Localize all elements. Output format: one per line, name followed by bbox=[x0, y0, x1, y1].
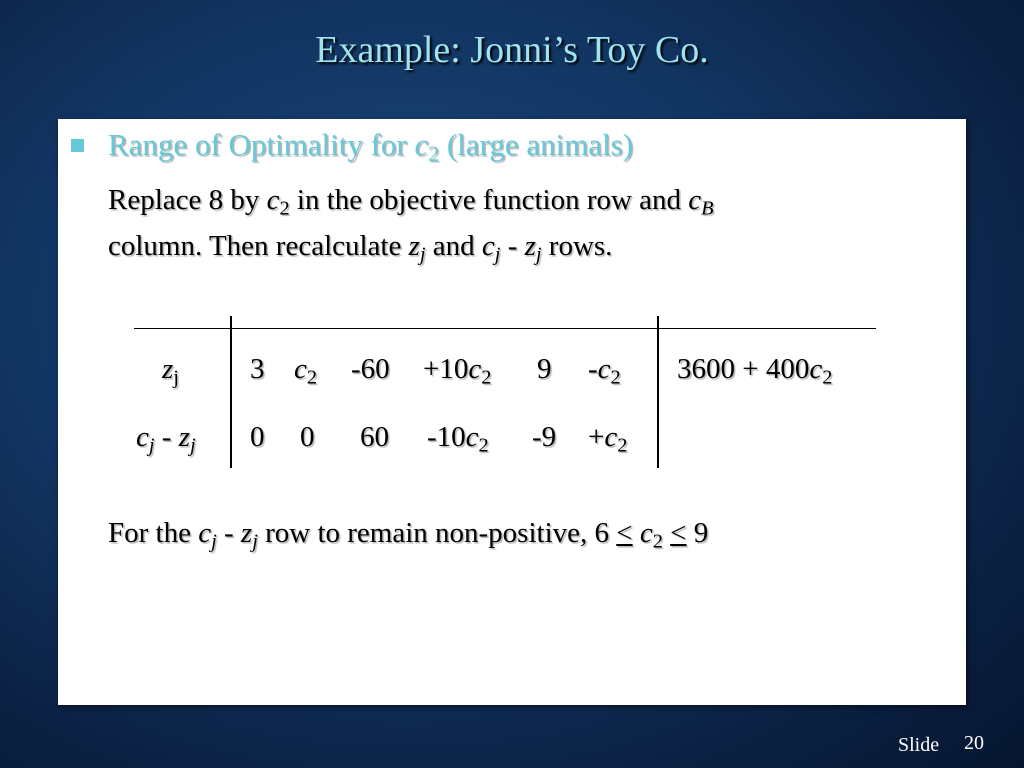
row-cj-zj-cell-4: $-10c_2$ bbox=[427, 421, 489, 457]
bullet-heading bbox=[108, 127, 634, 167]
para-text-5: - bbox=[500, 230, 525, 262]
row-zj-label: $z_j$ bbox=[162, 353, 179, 389]
bullet-square-icon bbox=[71, 139, 84, 152]
bullet-text-after: (large animals) bbox=[439, 127, 634, 162]
para-text-2: in the objective function row and bbox=[289, 184, 689, 216]
conclusion-end: 9 bbox=[686, 517, 709, 549]
conclusion-text: For the $c_j - z_j$ row to remain non-positive, $6 < c_2 < 9$ bbox=[108, 517, 709, 553]
row-cj-zj-cell-3: 60 bbox=[360, 421, 389, 453]
row-zj-cell-2: $c_2$ bbox=[294, 353, 318, 389]
row-cj-zj-cell-2: 0 bbox=[300, 421, 315, 453]
row-zj-cell-5: 9 bbox=[537, 353, 552, 385]
row-zj-cell-4: $+10c_2$ bbox=[423, 353, 492, 389]
para-text-6: rows. bbox=[541, 230, 613, 262]
footer-slide-number: 20 bbox=[964, 732, 984, 754]
table-divider-right bbox=[657, 316, 659, 468]
leq-sign-1: < bbox=[616, 517, 633, 549]
row-zj-cell-1: 3 bbox=[250, 353, 265, 385]
content-panel bbox=[58, 119, 966, 705]
para-text-1: Replace 8 by bbox=[108, 184, 267, 216]
row-zj-rhs: $3600 + 400c_2$ bbox=[677, 353, 833, 389]
row-zj-cell-3: -60 bbox=[351, 353, 390, 385]
table-divider-left bbox=[230, 316, 232, 468]
table-top-rule bbox=[134, 328, 876, 329]
footer-slide-label: Slide bbox=[898, 734, 940, 756]
bullet-var: c bbox=[414, 127, 429, 162]
row-cj-zj-cell-6: $+c_2$ bbox=[588, 421, 628, 457]
row-cj-zj-cell-5: -9 bbox=[532, 421, 557, 453]
conclusion-mid: row to remain non-positive, 6 bbox=[257, 517, 617, 549]
bullet-text-before: Range of Optimality for bbox=[108, 127, 415, 162]
row-cj-zj-label: $c_j - z_j$ bbox=[136, 421, 196, 457]
para-text-4: and bbox=[425, 230, 482, 262]
row-zj-cell-6: $-c_2$ bbox=[588, 353, 621, 389]
slide-title: Example: Jonni’s Toy Co. bbox=[315, 29, 709, 71]
para-text-3: column. Then recalculate bbox=[108, 230, 409, 262]
instruction-paragraph: Replace 8 by $c_2$ in the objective function row and $c_B$ column. Then recalculate $z_j$ and $c_j - z_j$ rows. bbox=[108, 184, 714, 266]
row-cj-zj-cell-1: 0 bbox=[250, 421, 265, 453]
bullet-var-sub: 2 bbox=[428, 142, 440, 167]
conclusion-before: For the bbox=[108, 517, 199, 549]
leq-sign-2: < bbox=[670, 517, 687, 549]
